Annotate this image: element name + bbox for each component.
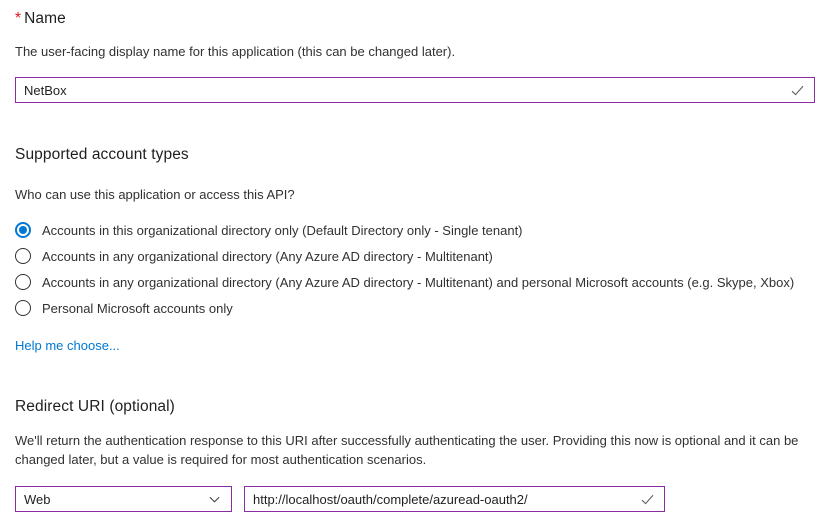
checkmark-icon [790, 83, 805, 98]
platform-select-value: Web [24, 491, 51, 507]
radio-button-icon [15, 300, 31, 316]
redirect-uri-description: We'll return the authentication response to this URI after successfully authenticating the user. Providing this now is optional and it can be changed later, but a value is required for most authentication scenarios. [15, 433, 799, 467]
radio-button-icon [15, 274, 31, 290]
name-title-text: Name [24, 10, 66, 27]
name-field-container [15, 77, 815, 103]
radio-button-icon [15, 222, 31, 238]
name-description: The user-facing display name for this application (this can be changed later). [15, 44, 456, 59]
platform-select[interactable] [15, 486, 232, 512]
radio-option-single-tenant[interactable] [15, 217, 815, 243]
redirect-uri-input[interactable] [245, 487, 640, 511]
help-me-choose-link[interactable]: Help me choose... [15, 338, 120, 353]
name-section-title [15, 10, 815, 28]
radio-option-label: Accounts in any organizational directory (Any Azure AD directory - Multitenant) and personal Microsoft accounts (e.g. Skype, Xbox) [42, 274, 795, 290]
name-input[interactable] [16, 78, 790, 102]
checkmark-icon [640, 492, 655, 507]
account-types-radio-group [15, 217, 815, 321]
account-types-question: Who can use this application or access this API? [15, 187, 295, 202]
redirect-uri-controls [15, 486, 815, 512]
required-asterisk: * [15, 10, 22, 27]
redirect-uri-title: Redirect URI (optional) [15, 398, 175, 415]
radio-button-icon [15, 248, 31, 264]
radio-option-multitenant[interactable] [15, 243, 815, 269]
account-types-title: Supported account types [15, 146, 189, 163]
radio-option-label: Accounts in any organizational directory (Any Azure AD directory - Multitenant) [42, 248, 493, 264]
radio-option-multitenant-personal[interactable] [15, 269, 815, 295]
radio-option-label: Accounts in this organizational directory only (Default Directory only - Single tenant) [42, 222, 523, 238]
redirect-uri-field-container [244, 486, 665, 512]
chevron-down-icon [208, 493, 221, 506]
radio-option-label: Personal Microsoft accounts only [42, 300, 233, 316]
radio-option-personal-only[interactable] [15, 295, 815, 321]
